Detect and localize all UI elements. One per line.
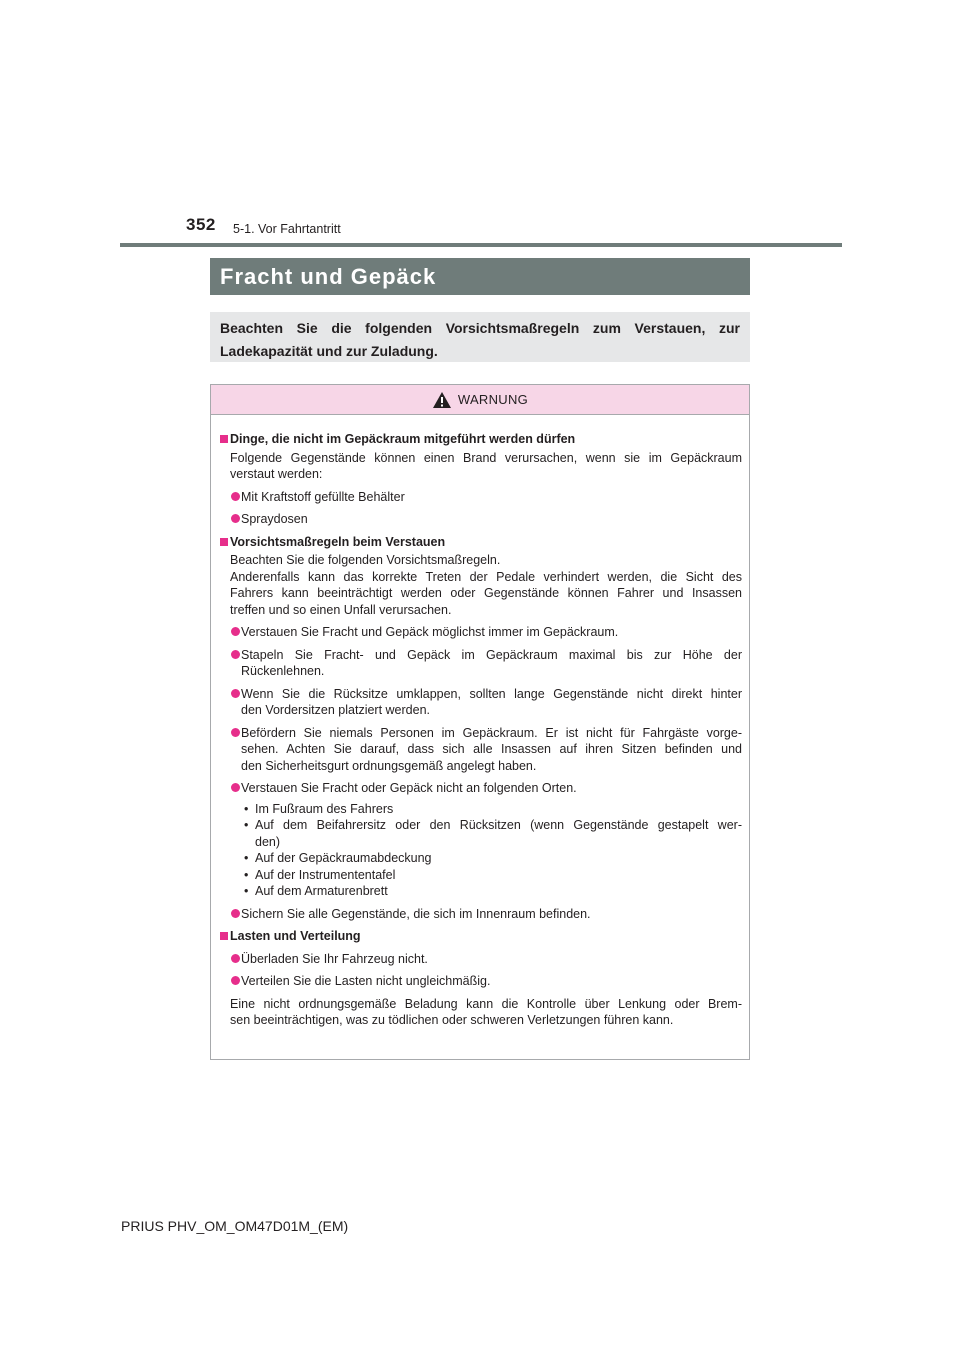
list-item-text: den Vordersitzen platziert werden. (241, 703, 430, 717)
section-label: 5-1. Vor Fahrtantritt (233, 222, 341, 236)
sub-list-item-text: den) (255, 834, 281, 849)
list-item (220, 973, 742, 990)
warning-box (210, 384, 750, 1060)
list-item (220, 686, 742, 719)
paragraph (220, 450, 742, 483)
circle-bullet-icon (231, 728, 240, 737)
page-title: Fracht und Gepäck (220, 263, 437, 289)
circle-bullet-icon (231, 514, 240, 523)
list-item (220, 906, 742, 923)
list-item-text: Mit Kraftstoff gefüllte Behälter (241, 489, 405, 504)
list-item-text: Rückenlehnen. (241, 664, 325, 678)
dot-bullet: • (244, 884, 249, 898)
warning-header (211, 385, 749, 415)
list-item-text: Wenn Sie die Rücksitze umklappen, sollten lange Gegenstände nicht direkt hinter (241, 686, 742, 701)
circle-bullet-icon (231, 627, 240, 636)
list-item-text: Überladen Sie Ihr Fahrzeug nicht. (241, 951, 428, 966)
warning-triangle-icon (432, 391, 452, 409)
header-rule (120, 243, 842, 247)
list-item (220, 780, 742, 900)
text-line: Fahrers kann beeinträchtigt werden oder Gegenstände können Fahrer und Insassen (230, 586, 742, 600)
list-item (220, 647, 742, 680)
list-item-text: Befördern Sie niemals Personen im Gepäckraum. Er ist nicht für Fahrgäste vorge- (241, 725, 742, 740)
warning-label: WARNUNG (457, 392, 529, 407)
list-item-text: Verstauen Sie Fracht und Gepäck möglichst immer im Gepäckraum. (241, 625, 619, 639)
page-number: 352 (186, 215, 216, 234)
sub-list-item (220, 883, 742, 900)
title-bar (210, 258, 750, 295)
sub-list-item-text: Auf dem Armaturenbrett (255, 884, 388, 898)
circle-bullet-icon (231, 954, 240, 963)
list-item (220, 511, 742, 528)
warning-body (211, 415, 749, 1029)
sub-list-item-text: Auf dem Beifahrersitz oder den Rücksitzen (wenn Gegenstände gestapelt wer- (255, 818, 742, 832)
list-item (220, 624, 742, 641)
dot-bullet: • (244, 851, 249, 865)
footer-doc-code: PRIUS PHV_OM_OM47D01M_(EM) (121, 1218, 349, 1234)
text-line: treffen und so einen Unfall verursachen. (230, 602, 452, 617)
square-bullet-icon (220, 435, 228, 443)
text-line: sen beeinträchtigen, was zu tödlichen oder schweren Verletzungen führen kann. (230, 1013, 674, 1027)
section-heading (220, 534, 742, 551)
circle-bullet-icon (231, 976, 240, 985)
list-item (220, 951, 742, 968)
list-item-text: den Sicherheitsgurt ordnungsgemäß angelegt haben. (241, 758, 537, 773)
list-item-text: Sichern Sie alle Gegenstände, die sich im Innenraum befinden. (241, 906, 591, 921)
text-line: verstaut werden: (230, 467, 323, 481)
sub-list-item (220, 817, 742, 850)
list-item (220, 725, 742, 775)
list-item-text: Stapeln Sie Fracht- und Gepäck im Gepäckraum maximal bis zur Höhe der (241, 647, 742, 662)
text-line: Beachten Sie die folgenden Vorsichtsmaßregeln. (230, 553, 501, 567)
intro-line-2: Ladekapazität und zur Zuladung. (220, 343, 438, 359)
sub-list-item-text: Auf der Gepäckraumabdeckung (255, 851, 432, 865)
list-item-text: sehen. Achten Sie darauf, dass sich alle Insassen auf ihren Sitzen befinden und (241, 742, 742, 756)
sub-list (241, 801, 742, 900)
text-line: Eine nicht ordnungsgemäße Beladung kann die Kontrolle über Lenkung oder Brem- (230, 996, 742, 1011)
list-item (220, 489, 742, 506)
dot-bullet: • (244, 867, 249, 882)
list-item-text: Verteilen Sie die Lasten nicht ungleichmäßig. (241, 974, 491, 988)
circle-bullet-icon (231, 783, 240, 792)
dot-bullet: • (244, 801, 249, 816)
list-item-text: Verstauen Sie Fracht oder Gepäck nicht an folgenden Orten. (241, 781, 577, 795)
sub-list-item (220, 867, 742, 884)
sub-list-item (220, 850, 742, 867)
sub-list-item-text: Im Fußraum des Fahrers (255, 801, 394, 816)
square-bullet-icon (220, 538, 228, 546)
intro-box (210, 312, 750, 362)
section-heading-text: Vorsichtsmaßregeln beim Verstauen (230, 534, 446, 549)
text-line: Folgende Gegenstände können einen Brand verursachen, wenn sie im Gepäckraum (230, 450, 742, 465)
circle-bullet-icon (231, 689, 240, 698)
sub-list-item-text: Auf der Instrumententafel (255, 867, 396, 882)
paragraph (220, 996, 742, 1029)
section-heading-text: Lasten und Verteilung (230, 929, 361, 943)
list-item-text: Spraydosen (241, 512, 308, 526)
sub-list-item (220, 801, 742, 818)
circle-bullet-icon (231, 650, 240, 659)
dot-bullet: • (244, 818, 249, 832)
text-line: Anderenfalls kann das korrekte Treten der Pedale verhindert werden, die Sicht des (230, 569, 742, 584)
square-bullet-icon (220, 932, 228, 940)
paragraph (220, 552, 742, 618)
intro-line-1: Beachten Sie die folgenden Vorsichtsmaßregeln zum Verstauen, zur (220, 320, 740, 336)
section-heading-text: Dinge, die nicht im Gepäckraum mitgeführt werden dürfen (230, 432, 576, 446)
section-heading (220, 431, 742, 448)
circle-bullet-icon (231, 909, 240, 918)
circle-bullet-icon (231, 492, 240, 501)
section-heading (220, 928, 742, 945)
